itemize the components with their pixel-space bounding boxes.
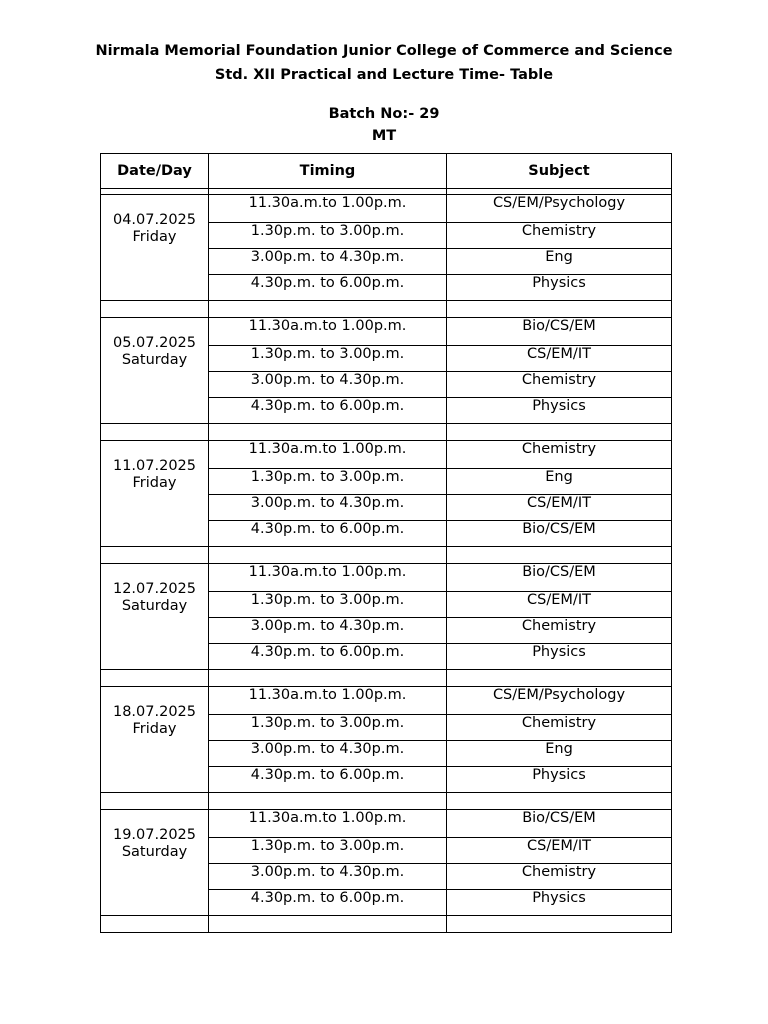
timing-cell: 1.30p.m. to 3.00p.m. xyxy=(209,592,447,618)
table-row xyxy=(101,810,672,838)
empty-cell xyxy=(209,793,447,810)
date-day-cell xyxy=(101,810,209,916)
date-text: 05.07.2025 xyxy=(112,335,197,351)
table-row xyxy=(101,687,672,715)
timing-cell: 3.00p.m. to 4.30p.m. xyxy=(209,618,447,644)
table-gap-row xyxy=(101,301,672,318)
empty-cell xyxy=(447,916,672,933)
college-name: Nirmala Memorial Foundation Junior College of Commerce and Science xyxy=(95,43,673,59)
table-gap-row xyxy=(101,424,672,441)
day-text: Friday xyxy=(132,229,177,245)
batch-number: Batch No:- 29 xyxy=(328,106,440,122)
timing-cell: 11.30a.m.to 1.00p.m. xyxy=(209,318,447,346)
table-gap-row xyxy=(101,793,672,810)
timing-cell: 3.00p.m. to 4.30p.m. xyxy=(209,372,447,398)
timing-cell: 3.00p.m. to 4.30p.m. xyxy=(209,495,447,521)
subject-cell: Eng xyxy=(447,469,672,495)
date-text: 12.07.2025 xyxy=(112,581,197,597)
subject-cell: Bio/CS/EM xyxy=(447,318,672,346)
day-text: Saturday xyxy=(121,844,188,860)
empty-cell xyxy=(209,424,447,441)
date-day-cell xyxy=(101,564,209,670)
subject-cell: CS/EM/IT xyxy=(447,592,672,618)
batch-code: MT xyxy=(371,128,397,144)
empty-cell xyxy=(209,916,447,933)
column-header-date: Date/Day xyxy=(101,154,209,189)
empty-cell xyxy=(447,670,672,687)
day-text: Saturday xyxy=(121,352,188,368)
subject-cell: Physics xyxy=(447,398,672,424)
date-text: 18.07.2025 xyxy=(112,704,197,720)
timing-cell: 4.30p.m. to 6.00p.m. xyxy=(209,644,447,670)
subject-cell: Chemistry xyxy=(447,618,672,644)
subject-cell: Chemistry xyxy=(447,223,672,249)
empty-cell xyxy=(101,547,209,564)
table-gap-row xyxy=(101,547,672,564)
table-row xyxy=(101,441,672,469)
timing-cell: 3.00p.m. to 4.30p.m. xyxy=(209,249,447,275)
subject-cell: CS/EM/IT xyxy=(447,495,672,521)
timetable xyxy=(100,153,672,933)
timing-cell: 4.30p.m. to 6.00p.m. xyxy=(209,890,447,916)
timing-cell: 4.30p.m. to 6.00p.m. xyxy=(209,521,447,547)
timing-cell: 4.30p.m. to 6.00p.m. xyxy=(209,398,447,424)
table-row xyxy=(101,564,672,592)
subject-cell: Eng xyxy=(447,249,672,275)
date-day-cell xyxy=(101,318,209,424)
table-gap-row xyxy=(101,916,672,933)
subject-cell: Chemistry xyxy=(447,715,672,741)
timing-cell: 3.00p.m. to 4.30p.m. xyxy=(209,741,447,767)
timing-cell: 11.30a.m.to 1.00p.m. xyxy=(209,441,447,469)
subject-cell: Chemistry xyxy=(447,372,672,398)
subject-cell: Bio/CS/EM xyxy=(447,521,672,547)
column-header-timing: Timing xyxy=(209,154,447,189)
document-subtitle: Std. XII Practical and Lecture Time- Table xyxy=(214,67,554,83)
subject-cell: Chemistry xyxy=(447,864,672,890)
timing-cell: 11.30a.m.to 1.00p.m. xyxy=(209,810,447,838)
timing-cell: 1.30p.m. to 3.00p.m. xyxy=(209,838,447,864)
subject-cell: Bio/CS/EM xyxy=(447,810,672,838)
timing-cell: 4.30p.m. to 6.00p.m. xyxy=(209,275,447,301)
empty-cell xyxy=(209,547,447,564)
table-row xyxy=(101,318,672,346)
table-header-row xyxy=(101,154,672,189)
timing-cell: 1.30p.m. to 3.00p.m. xyxy=(209,346,447,372)
empty-cell xyxy=(209,670,447,687)
date-day-cell xyxy=(101,195,209,301)
empty-cell xyxy=(447,793,672,810)
empty-cell xyxy=(101,793,209,810)
subject-cell: Physics xyxy=(447,644,672,670)
date-text: 11.07.2025 xyxy=(112,458,197,474)
empty-cell xyxy=(101,916,209,933)
subject-cell: CS/EM/IT xyxy=(447,838,672,864)
subject-cell: Physics xyxy=(447,275,672,301)
date-text: 19.07.2025 xyxy=(112,827,197,843)
timing-cell: 4.30p.m. to 6.00p.m. xyxy=(209,767,447,793)
subject-cell: CS/EM/Psychology xyxy=(447,687,672,715)
day-text: Friday xyxy=(132,721,177,737)
column-header-subject: Subject xyxy=(447,154,672,189)
empty-cell xyxy=(447,301,672,318)
subject-cell: Eng xyxy=(447,741,672,767)
timing-cell: 1.30p.m. to 3.00p.m. xyxy=(209,469,447,495)
date-text: 04.07.2025 xyxy=(112,212,197,228)
empty-cell xyxy=(447,547,672,564)
empty-cell xyxy=(209,301,447,318)
timing-cell: 11.30a.m.to 1.00p.m. xyxy=(209,687,447,715)
subject-cell: Bio/CS/EM xyxy=(447,564,672,592)
date-day-cell xyxy=(101,441,209,547)
empty-cell xyxy=(101,670,209,687)
timing-cell: 1.30p.m. to 3.00p.m. xyxy=(209,223,447,249)
empty-cell xyxy=(447,424,672,441)
subject-cell: CS/EM/IT xyxy=(447,346,672,372)
subject-cell: Chemistry xyxy=(447,441,672,469)
empty-cell xyxy=(101,424,209,441)
timing-cell: 11.30a.m.to 1.00p.m. xyxy=(209,195,447,223)
timing-cell: 3.00p.m. to 4.30p.m. xyxy=(209,864,447,890)
timing-cell: 11.30a.m.to 1.00p.m. xyxy=(209,564,447,592)
subject-cell: Physics xyxy=(447,767,672,793)
timing-cell: 1.30p.m. to 3.00p.m. xyxy=(209,715,447,741)
empty-cell xyxy=(101,301,209,318)
date-day-cell xyxy=(101,687,209,793)
table-gap-row xyxy=(101,670,672,687)
timetable-body xyxy=(101,195,672,933)
subject-cell: Physics xyxy=(447,890,672,916)
day-text: Saturday xyxy=(121,598,188,614)
day-text: Friday xyxy=(132,475,177,491)
table-row xyxy=(101,195,672,223)
subject-cell: CS/EM/Psychology xyxy=(447,195,672,223)
